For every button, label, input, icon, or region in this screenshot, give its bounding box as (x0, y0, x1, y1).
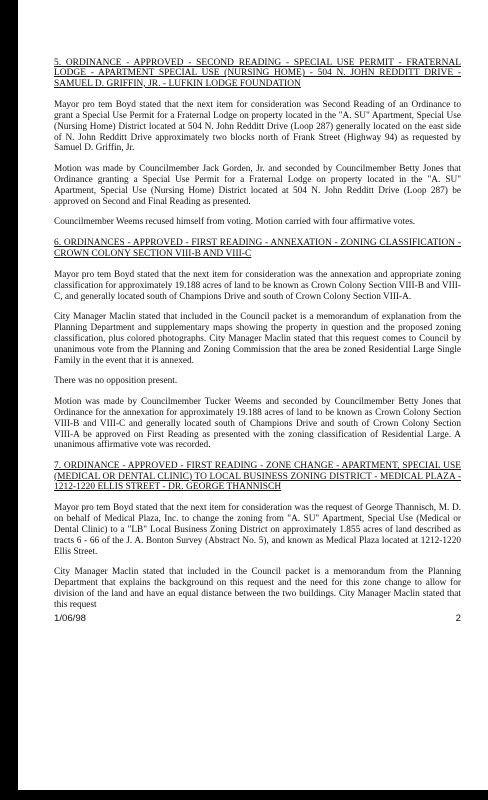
paragraph: City Manager Maclin stated that included in the Council packet is a memorandum from the Planning Department that explains the background on this request and the need for this zone change to allow for division of the land and have an equal distance between the two buildings. City Manager Maclin stated that this request (54, 567, 461, 610)
paragraph: Mayor pro tem Boyd stated that the next item for consideration was the request of George Thannisch, M. D. on behalf of Medical Plaza, Inc. to change the zoning from "A. SU" Apartment, Special Use (Medical or Dental Clinic) to a "LB" Local Business Zoning District on approximately 1.855 acres of land described as tracts 6 - 66 of the J. A. Bonton Survey (Abstract No. 5), and known as Medical Plaza located at 1212-1220 Ellis Street. (54, 503, 461, 557)
section-heading: 7. ORDINANCE - APPROVED - FIRST READING - ZONE CHANGE - APARTMENT, SPECIAL USE (MEDICAL OR DENTAL CLINIC) TO LOCAL BUSINESS ZONING DISTRICT - MEDICAL PLAZA - 1212-1220 ELLIS STREET - DR. GEORGE THANNISCH (54, 461, 461, 492)
paragraph: City Manager Maclin stated that included in the Council packet is a memorandum of explanation from the Planning Department and supplementary maps showing the property in question and the proposed zoning classification, plus colored photographs. City Manager Maclin stated that this request comes to Council by unanimous vote from the Planning and Zoning Commission that the area be zoned Residential Large Single Family in the event that it is annexed. (54, 312, 461, 366)
paragraph: Mayor pro tem Boyd stated that the next item for consideration was the annexation and appropriate zoning classification for approximately 19.188 acres of land to be known as Crown Colony Section VIII-B and VIII-C, and generally located south of Champions Drive and south of Crown Colony Section VIII-A. (54, 270, 461, 302)
scan-border (0, 790, 488, 800)
paragraph: Motion was made by Councilmember Jack Gorden, Jr. and seconded by Councilmember Betty Jones that Ordinance granting a Special Use Permit for a Fraternal Lodge on property located in the "A. SU" Apartment, Special Use (Nursing Home) District located at 504 N. John Redditt Drive (Loop 287) be approved on Second and Final Reading as presented. (54, 164, 461, 207)
page-number: 2 (455, 612, 461, 624)
agenda-item-6 (54, 238, 461, 451)
agenda-item-7 (54, 461, 461, 610)
section-heading: 5. ORDINANCE - APPROVED - SECOND READING - SPECIAL USE PERMIT - FRATERNAL LODGE - APARTMENT SPECIAL USE (NURSING HOME) - 504 N. JOHN REDDITT DRIVE - SAMUEL D. GRIFFIN, JR. - LUFKIN LODGE FOUNDATION (54, 58, 461, 89)
paragraph: Mayor pro tem Boyd stated that the next item for consideration was Second Reading of an Ordinance to grant a Special Use Permit for a Fraternal Lodge on property located in the "A. SU" Apartment, Special Use (Nursing Home) District located at 504 N. John Redditt Drive (Loop 287) generally located on the east side of N. John Redditt Drive approximately two blocks north of Frank Street (Highway 94) as requested by Samuel D. Griffin, Jr. (54, 100, 461, 154)
agenda-item-5 (54, 58, 461, 228)
paragraph: There was no opposition present. (54, 376, 178, 387)
paragraph: Councilmember Weems recused himself from voting. Motion carried with four affirmative votes. (54, 217, 416, 228)
section-heading: 6. ORDINANCES - APPROVED - FIRST READING - ANNEXATION - ZONING CLASSIFICATION - CROWN COLONY SECTION VIII-B AND VIII-C (54, 238, 461, 259)
footer-date: 1/06/98 (54, 612, 87, 624)
page-footer (54, 613, 461, 624)
paragraph: Motion was made by Councilmember Tucker Weems and seconded by Councilmember Betty Jones that Ordinance for the annexation for approximately 19.188 acres of land to be known as Crown Colony Section VIII-B and VIII-C and generally located south of Champions Drive and south of Crown Colony Section VIII-A be approved on First Reading as presented with the zoning classification of Residential Large. A unanimous affirmative vote was recorded. (54, 397, 461, 451)
